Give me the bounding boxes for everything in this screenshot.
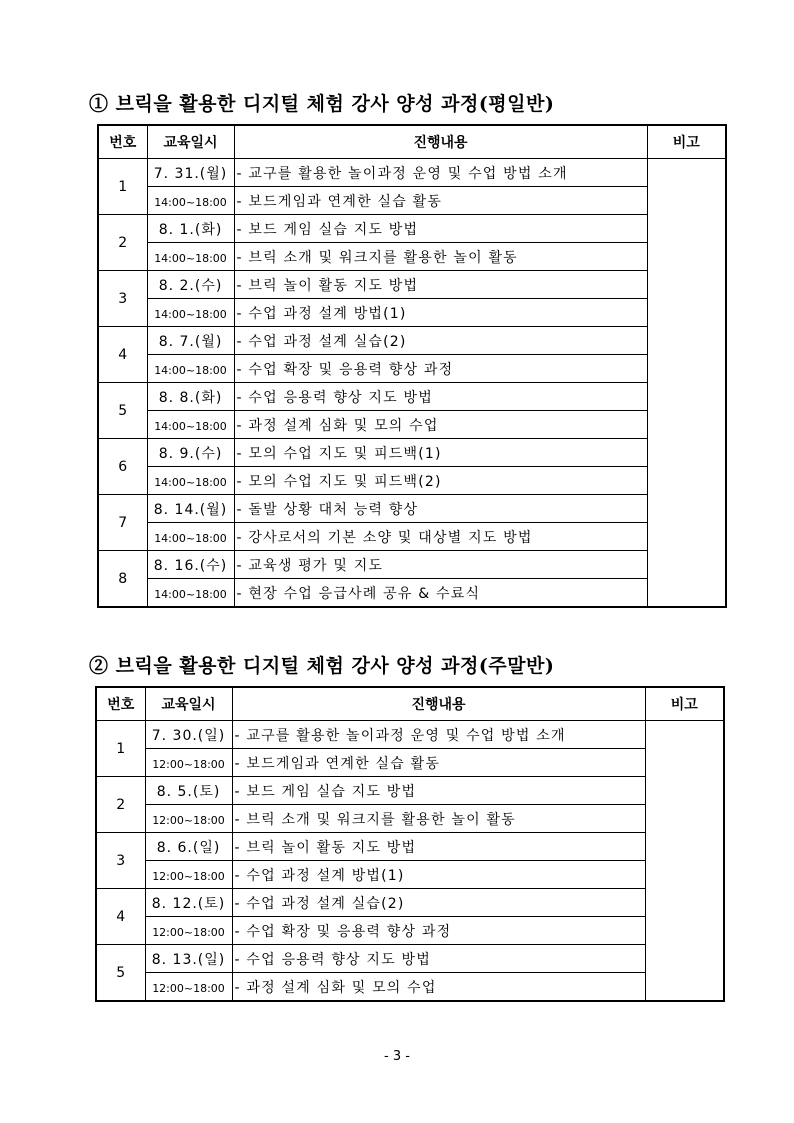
- session-activity: - 교구를 활용한 놀이과정 운영 및 수업 방법 소개: [232, 721, 645, 749]
- session-activity: - 과정 설계 심화 및 모의 수업: [232, 973, 645, 1002]
- session-time: [147, 467, 234, 495]
- session-activity: - 브릭 놀이 활동 지도 방법: [234, 271, 647, 299]
- schedule-table-weekday: [97, 124, 727, 608]
- session-number: 1: [98, 159, 147, 215]
- session-row: [98, 495, 726, 523]
- session-date-text: 8. 8.(화): [158, 389, 223, 406]
- session-row: [98, 467, 726, 495]
- session-date-text: 7. 30.(일): [151, 727, 226, 744]
- note-cell: [647, 159, 726, 608]
- session-date: [147, 215, 234, 243]
- session-row: [98, 383, 726, 411]
- session-date-text: 8. 2.(수): [158, 277, 223, 294]
- table-header-row: [96, 687, 724, 721]
- session-activity: - 모의 수업 지도 및 피드백(1): [234, 439, 647, 467]
- session-date: [145, 889, 232, 917]
- session-row: [98, 187, 726, 215]
- session-number: 3: [96, 833, 145, 889]
- session-time: [147, 579, 234, 608]
- session-date-text: 8. 5.(토): [156, 783, 221, 800]
- session-time-text: 12:00~18:00: [152, 982, 225, 995]
- session-activity: - 수업 과정 설계 방법(1): [234, 299, 647, 327]
- session-time-text: 14:00~18:00: [154, 196, 227, 209]
- session-activity: - 수업 과정 설계 실습(2): [232, 889, 645, 917]
- session-activity: - 현장 수업 응급사례 공유 & 수료식: [234, 579, 647, 608]
- session-row: [98, 215, 726, 243]
- session-number: 3: [98, 271, 147, 327]
- session-time-text: 14:00~18:00: [154, 308, 227, 321]
- session-number: 1: [96, 721, 145, 777]
- session-time: [147, 299, 234, 327]
- schedule-table-weekend: [95, 686, 725, 1002]
- session-date: [147, 327, 234, 355]
- session-row: [96, 777, 724, 805]
- session-activity: - 수업 과정 설계 방법(1): [232, 861, 645, 889]
- session-date: [147, 551, 234, 579]
- session-activity: - 브릭 놀이 활동 지도 방법: [232, 833, 645, 861]
- session-activity: - 브릭 소개 및 워크지를 활용한 놀이 활동: [234, 243, 647, 271]
- session-date: [147, 495, 234, 523]
- session-row: [98, 355, 726, 383]
- session-activity: - 돌발 상황 대처 능력 향상: [234, 495, 647, 523]
- session-row: [96, 861, 724, 889]
- session-row: [98, 159, 726, 187]
- session-number: 5: [96, 945, 145, 1002]
- session-time: [145, 917, 232, 945]
- session-date-text: 8. 12.(토): [151, 895, 226, 912]
- session-row: [98, 551, 726, 579]
- session-time: [147, 187, 234, 215]
- session-row: [98, 327, 726, 355]
- session-activity: - 강사로서의 기본 소양 및 대상별 지도 방법: [234, 523, 647, 551]
- session-date-text: 8. 7.(월): [158, 333, 223, 350]
- session-date: [147, 159, 234, 187]
- session-row: [98, 579, 726, 608]
- session-date: [145, 945, 232, 973]
- session-time: [147, 355, 234, 383]
- session-row: [96, 749, 724, 777]
- session-date-text: 8. 1.(화): [158, 221, 223, 238]
- section-title-weekend: ② 브릭을 활용한 디지털 체험 강사 양성 과정(주말반): [89, 655, 555, 677]
- session-activity: - 교구를 활용한 놀이과정 운영 및 수업 방법 소개: [234, 159, 647, 187]
- table-header-row: [98, 125, 726, 159]
- session-time-text: 12:00~18:00: [152, 870, 225, 883]
- header-number: 번호: [96, 687, 145, 721]
- session-number: 4: [96, 889, 145, 945]
- session-date-text: 8. 9.(수): [158, 445, 223, 462]
- session-time: [145, 749, 232, 777]
- session-activity: - 교육생 평가 및 지도: [234, 551, 647, 579]
- session-time: [145, 973, 232, 1002]
- session-row: [98, 523, 726, 551]
- session-row: [96, 721, 724, 749]
- session-time: [147, 411, 234, 439]
- session-date-text: 8. 14.(월): [153, 501, 228, 518]
- session-activity: - 수업 응용력 향상 지도 방법: [234, 383, 647, 411]
- session-date: [147, 439, 234, 467]
- session-date-text: 8. 16.(수): [153, 557, 228, 574]
- session-date-text: 7. 31.(월): [153, 165, 228, 182]
- session-time: [145, 861, 232, 889]
- session-number: 7: [98, 495, 147, 551]
- header-content: 진행내용: [232, 687, 645, 721]
- header-note: 비고: [647, 125, 726, 159]
- session-row: [98, 271, 726, 299]
- session-row: [96, 917, 724, 945]
- session-row: [98, 411, 726, 439]
- session-date: [145, 833, 232, 861]
- header-date: 교육일시: [145, 687, 232, 721]
- session-activity: - 수업 확장 및 응용력 향상 과정: [234, 355, 647, 383]
- page-number: - 3 -: [384, 1049, 410, 1064]
- session-date: [147, 271, 234, 299]
- session-number: 2: [98, 215, 147, 271]
- session-row: [98, 439, 726, 467]
- session-activity: - 모의 수업 지도 및 피드백(2): [234, 467, 647, 495]
- session-row: [96, 805, 724, 833]
- session-time-text: 14:00~18:00: [154, 476, 227, 489]
- session-row: [98, 299, 726, 327]
- session-activity: - 수업 과정 설계 실습(2): [234, 327, 647, 355]
- session-date: [147, 383, 234, 411]
- session-activity: - 수업 확장 및 응용력 향상 과정: [232, 917, 645, 945]
- session-activity: - 보드게임과 연계한 실습 활동: [234, 187, 647, 215]
- session-time-text: 12:00~18:00: [152, 814, 225, 827]
- session-date-text: 8. 6.(일): [156, 839, 221, 856]
- session-row: [96, 973, 724, 1002]
- session-date: [145, 777, 232, 805]
- session-number: 5: [98, 383, 147, 439]
- header-content: 진행내용: [234, 125, 647, 159]
- session-date: [145, 721, 232, 749]
- session-row: [98, 243, 726, 271]
- session-activity: - 보드게임과 연계한 실습 활동: [232, 749, 645, 777]
- session-time: [147, 243, 234, 271]
- session-time-text: 14:00~18:00: [154, 532, 227, 545]
- session-row: [96, 833, 724, 861]
- session-time-text: 12:00~18:00: [152, 926, 225, 939]
- note-cell: [645, 721, 724, 1002]
- session-number: 2: [96, 777, 145, 833]
- session-number: 4: [98, 327, 147, 383]
- session-row: [96, 889, 724, 917]
- session-activity: - 보드 게임 실습 지도 방법: [234, 215, 647, 243]
- session-time: [145, 805, 232, 833]
- header-number: 번호: [98, 125, 147, 159]
- session-date-text: 8. 13.(일): [151, 951, 226, 968]
- header-note: 비고: [645, 687, 724, 721]
- session-activity: - 보드 게임 실습 지도 방법: [232, 777, 645, 805]
- session-time-text: 14:00~18:00: [154, 364, 227, 377]
- session-time-text: 14:00~18:00: [154, 588, 227, 601]
- section-title-weekday: ① 브릭을 활용한 디지털 체험 강사 양성 과정(평일반): [89, 93, 555, 115]
- session-activity: - 과정 설계 심화 및 모의 수업: [234, 411, 647, 439]
- session-time: [147, 523, 234, 551]
- session-number: 6: [98, 439, 147, 495]
- session-time-text: 14:00~18:00: [154, 420, 227, 433]
- session-time-text: 14:00~18:00: [154, 252, 227, 265]
- session-activity: - 브릭 소개 및 워크지를 활용한 놀이 활동: [232, 805, 645, 833]
- session-time-text: 12:00~18:00: [152, 758, 225, 771]
- session-number: 8: [98, 551, 147, 608]
- session-row: [96, 945, 724, 973]
- header-date: 교육일시: [147, 125, 234, 159]
- session-activity: - 수업 응용력 향상 지도 방법: [232, 945, 645, 973]
